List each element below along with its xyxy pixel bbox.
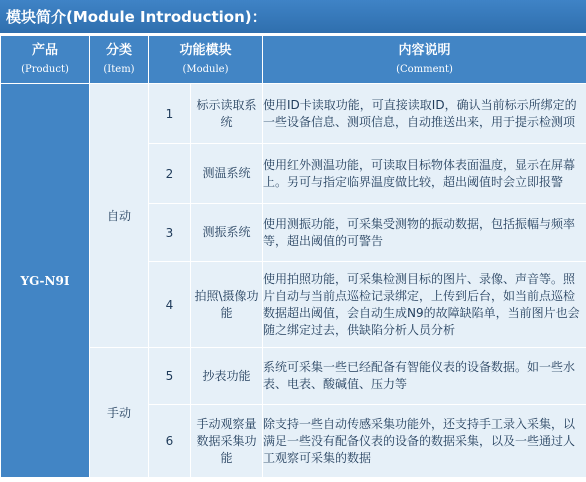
module-table (0, 35, 586, 478)
module-name: 测温系统 (191, 144, 263, 204)
module-name: 抄表功能 (191, 348, 263, 405)
section-title: 模块简介(Module Introduction)： (0, 0, 586, 34)
module-name: 测振系统 (191, 204, 263, 262)
module-name: 拍照\摄像功能 (191, 262, 263, 348)
row-number: 3 (149, 204, 191, 262)
module-description: 使用红外测温功能，可读取目标物体表面温度，显示在屏幕上。另可与指定临界温度做比较，超出阈值时会立即报警 (263, 144, 586, 204)
row-number: 2 (149, 144, 191, 204)
header-category-label: 分类 (105, 43, 132, 58)
module-description: 除支持一些自动传感采集功能外，还支持手工录入采集，以满足一些没有配备仪表的设备的数据采集，以及一些通过人工观察可采集的数据 (263, 405, 586, 478)
row-number: 4 (149, 262, 191, 348)
header-product (1, 36, 90, 84)
table-header-row (1, 36, 586, 84)
module-description: 系统可采集一些已经配备有智能仪表的设备数据。如一些水表、电表、酸碱值、压力等 (263, 348, 586, 405)
header-module-sub: (Module) (182, 64, 229, 75)
header-comment-label: 内容说明 (398, 43, 451, 58)
row-number: 1 (149, 84, 191, 144)
header-comment (263, 36, 586, 84)
module-description: 使用拍照功能，可采集检测目标的图片、录像、声音等。照片自动与当前点巡检记录绑定，上传到后台，如当前点巡检数据超出阈值，会自动生成N9的故障缺陷单，当前图片也会随之绑定过去，供缺陷分析人员分析 (263, 262, 586, 348)
header-module-label: 功能模块 (179, 43, 232, 58)
row-number: 5 (149, 348, 191, 405)
module-description: 使用ID卡读取功能，可直接读取ID，确认当前标示所绑定的一些设备信息、测项信息，自动推送出来，用于提示检测项 (263, 84, 586, 144)
row-number: 6 (149, 405, 191, 478)
category-manual: 手动 (90, 348, 149, 478)
product-cell: YG-N9I (1, 84, 90, 478)
module-name: 手动观察量数据采集功能 (191, 405, 263, 478)
module-name: 标示读取系统 (191, 84, 263, 144)
header-module (149, 36, 263, 84)
header-category-sub: (Item) (103, 64, 135, 75)
header-product-sub: (Product) (21, 64, 69, 75)
table-row (1, 84, 586, 144)
module-description: 使用测振功能，可采集受测物的振动数据，包括振幅与频率等，超出阈值的可警告 (263, 204, 586, 262)
header-product-label: 产品 (31, 43, 58, 58)
header-comment-sub: (Comment) (396, 64, 453, 75)
header-category (90, 36, 149, 84)
category-auto: 自动 (90, 84, 149, 348)
